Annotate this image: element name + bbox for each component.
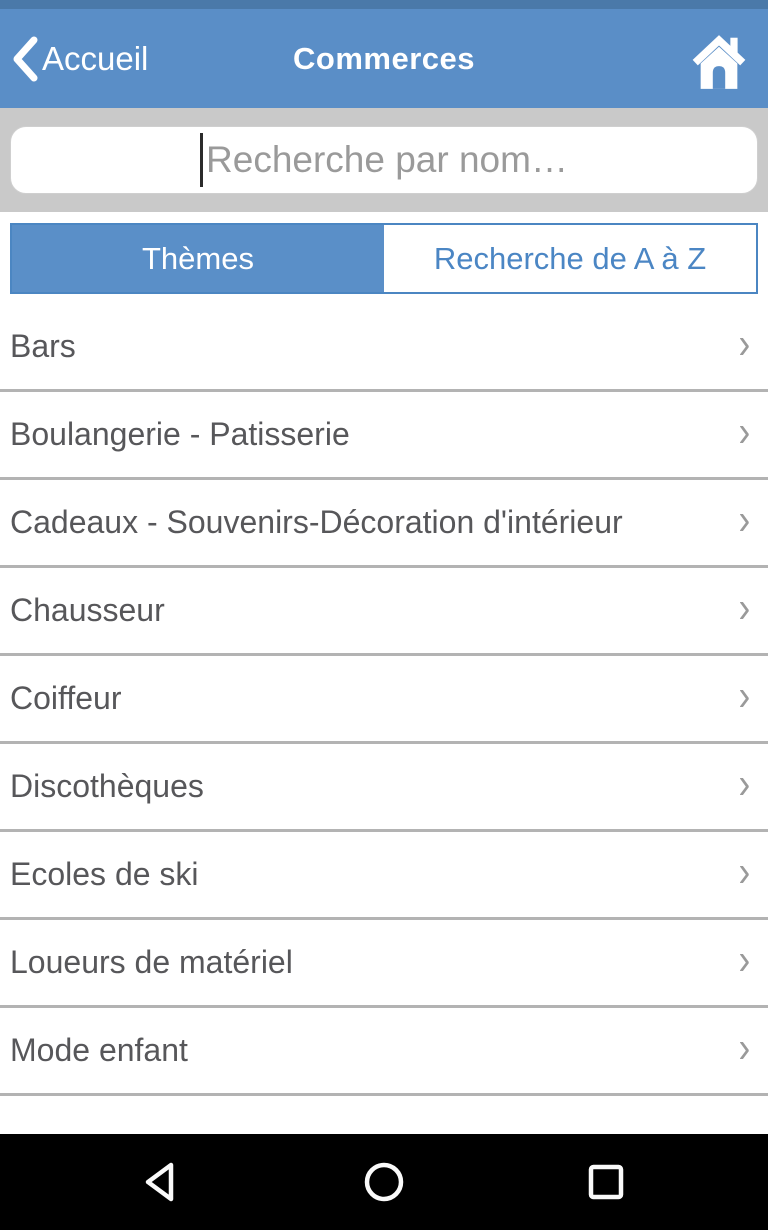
list-item[interactable] xyxy=(0,744,768,832)
list-item[interactable] xyxy=(0,392,768,480)
list-item[interactable] xyxy=(0,832,768,920)
list-item-label: Ecoles de ski xyxy=(10,856,199,892)
tab-control xyxy=(10,223,758,294)
list-item[interactable] xyxy=(0,480,768,568)
status-bar xyxy=(0,0,768,9)
list-item-label: Chausseur xyxy=(10,592,165,628)
chevron-right-icon: › xyxy=(738,1022,751,1072)
list-item[interactable] xyxy=(0,656,768,744)
home-icon[interactable] xyxy=(686,31,752,93)
header-bar xyxy=(0,9,768,108)
list-item-label: Loueurs de matériel xyxy=(10,944,293,980)
chevron-right-icon: › xyxy=(738,494,751,544)
tab-search-a-z-label: Recherche de A à Z xyxy=(433,240,707,276)
android-back-icon[interactable] xyxy=(140,1160,184,1204)
category-list xyxy=(0,304,768,1096)
android-recents-icon[interactable] xyxy=(584,1160,628,1204)
list-item[interactable] xyxy=(0,1008,768,1096)
list-item-label: Cadeaux - Souvenirs-Décoration d'intérieur xyxy=(10,504,623,540)
chevron-right-icon: › xyxy=(738,406,751,456)
tab-search-a-z[interactable] xyxy=(384,225,756,292)
text-cursor xyxy=(200,133,203,187)
list-item-label: Discothèques xyxy=(10,768,204,804)
tab-section xyxy=(0,212,768,304)
back-button-label: Accueil xyxy=(42,39,149,77)
list-item[interactable] xyxy=(0,304,768,392)
search-input[interactable] xyxy=(10,126,758,194)
chevron-right-icon: › xyxy=(738,846,751,896)
tab-themes[interactable] xyxy=(12,225,384,292)
chevron-right-icon: › xyxy=(738,670,751,720)
chevron-right-icon: › xyxy=(738,758,751,808)
android-navigation-bar xyxy=(0,1134,768,1230)
list-item-label: Mode enfant xyxy=(10,1032,188,1068)
list-item[interactable] xyxy=(0,920,768,1008)
android-home-icon[interactable] xyxy=(362,1160,406,1204)
search-placeholder: Recherche par nom… xyxy=(206,139,568,180)
list-item[interactable] xyxy=(0,568,768,656)
chevron-right-icon: › xyxy=(738,318,751,368)
page-title: Commerces xyxy=(293,40,475,76)
search-section xyxy=(0,108,768,212)
list-item-label: Coiffeur xyxy=(10,680,122,716)
chevron-right-icon: › xyxy=(738,934,751,984)
tab-themes-label: Thèmes xyxy=(142,240,254,276)
list-item-label: Boulangerie - Patisserie xyxy=(10,416,350,452)
list-partial-row xyxy=(0,1096,768,1134)
list-item-label: Bars xyxy=(10,328,76,364)
chevron-right-icon: › xyxy=(738,582,751,632)
